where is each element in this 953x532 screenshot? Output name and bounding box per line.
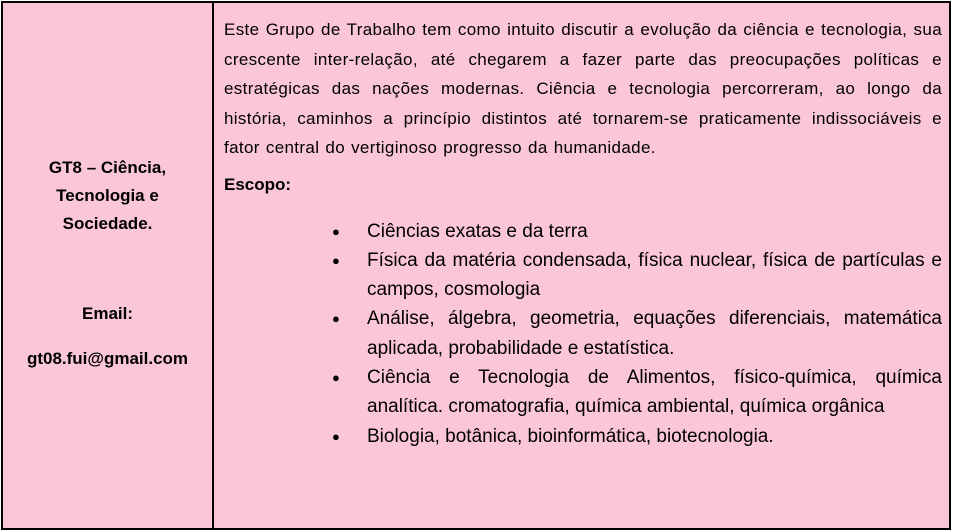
bullet-icon: ●: [332, 252, 340, 268]
scope-item-text: Biologia, botânica, bioinformática, biotecnologia.: [367, 425, 774, 447]
scope-list: [224, 217, 942, 451]
bullet-icon: ●: [332, 428, 340, 444]
bullet-icon: ●: [332, 369, 340, 385]
scope-label: Escopo:: [224, 174, 292, 194]
scope-item: [332, 422, 942, 451]
bullet-icon: ●: [332, 311, 340, 327]
email-label: Email:: [81, 304, 134, 323]
scope-item-text: Ciências exatas e da terra: [367, 220, 588, 242]
scope-item: [332, 363, 942, 422]
group-title: GT8 – Ciência, Tecnologia e Sociedade.: [48, 158, 167, 233]
scope-item: [332, 304, 942, 363]
group-info-cell: [3, 3, 214, 528]
group-description: Este Grupo de Trabalho tem como intuito discutir a evolução da ciência e tecnologia, sua crescente inter-relação, até chegarem a fazer parte das preocupações políticas e estratégicas das nações modernas. Ciência e tecnologia percorreram, ao longo da história, caminhos a princípio distintos até tornarem-se praticamente indissociáveis e fator central do vertiginoso progresso da humanidade.: [224, 20, 942, 157]
scope-item-text: Física da matéria condensada, física nuclear, física de partículas e campos, cosmologia: [367, 249, 942, 301]
email-address: gt08.fui@gmail.com: [26, 349, 189, 368]
scope-item-text: Ciência e Tecnologia de Alimentos, físico-química, química analítica. cromatografia, química ambiental, química orgânica: [367, 366, 942, 418]
group-description-cell: [214, 3, 949, 528]
scope-item-text: Análise, álgebra, geometria, equações diferenciais, matemática aplicada, probabilidade e estatística.: [367, 308, 942, 359]
bullet-icon: ●: [332, 223, 340, 239]
working-group-table: [1, 1, 951, 530]
scope-item: [332, 217, 942, 246]
scope-item: [332, 246, 942, 305]
